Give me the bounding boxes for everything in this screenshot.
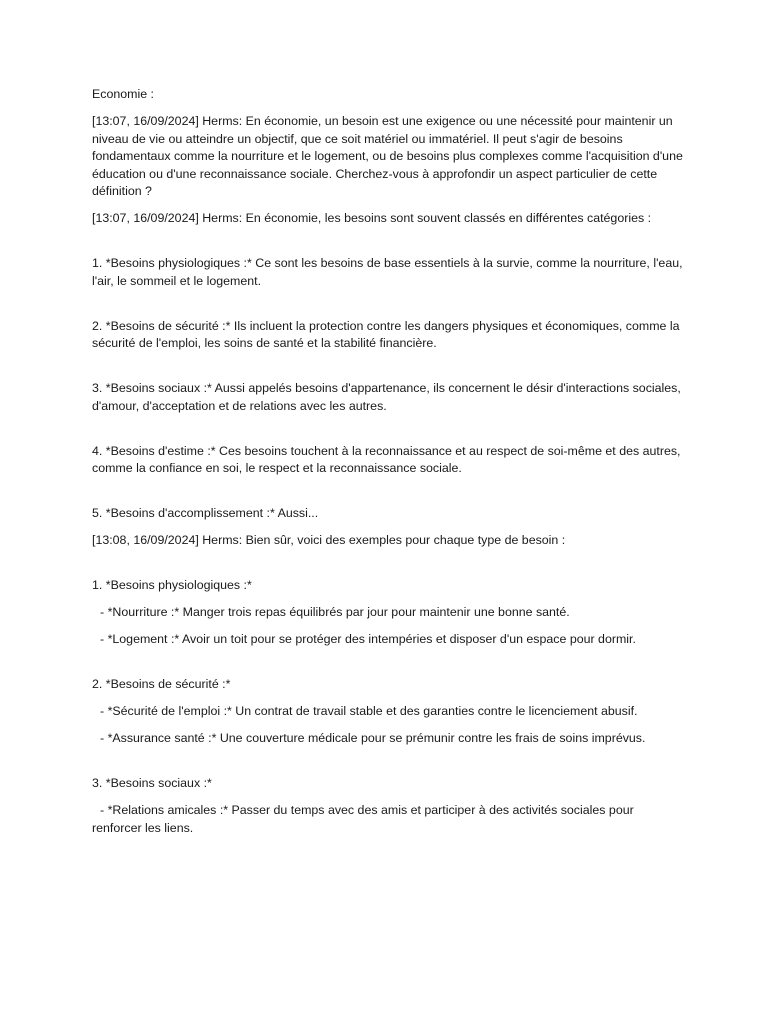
message-paragraph: [13:07, 16/09/2024] Herms: En économie, les besoins sont souvent classés en différentes catégories : <box>92 211 652 225</box>
document-page <box>92 86 684 847</box>
list-item: 3. *Besoins sociaux :* <box>92 776 212 790</box>
blank-line <box>92 362 684 380</box>
list-item: 4. *Besoins d'estime :* Ces besoins touchent à la reconnaissance et au respect de soi-même et des autres, comme la confiance en soi, le respect et la reconnaissance sociale. <box>92 443 681 475</box>
list-item: 1. *Besoins physiologiques :* Ce sont les besoins de base essentiels à la survie, comme la nourriture, l'eau, l'air, le sommeil et le logement. <box>92 256 683 288</box>
sub-list-item: - *Logement :* Avoir un toit pour se protéger des intempéries et disposer d'un espace pour dormir. <box>100 632 636 646</box>
blank-line <box>92 487 684 505</box>
blank-line <box>92 300 684 318</box>
blank-line <box>92 757 684 775</box>
blank-line <box>92 425 684 443</box>
sub-list-item: - *Sécurité de l'emploi :* Un contrat de travail stable et des garanties contre le licenciement abusif. <box>100 704 638 718</box>
blank-line <box>92 559 684 577</box>
list-item: 1. *Besoins physiologiques :* <box>92 578 252 592</box>
sub-list-item: - *Assurance santé :* Une couverture médicale pour se prémunir contre les frais de soins imprévus. <box>100 731 646 745</box>
list-item: 2. *Besoins de sécurité :* Ils incluent la protection contre les dangers physiques et économiques, comme la sécurité de l'emploi, les soins de santé et la stabilité financière. <box>92 318 680 350</box>
message-paragraph: [13:07, 16/09/2024] Herms: En économie, un besoin est une exigence ou une nécessité pour maintenir un niveau de vie ou atteindre un objectif, que ce soit matériel ou immatériel. Il peut s'agir de besoins fondamentaux comme la nourriture et le logement, ou de besoins plus complexes comme l'acquisition d'une éducation ou d'une reconnaissance sociale. Cherchez-vous à approfondir un aspect particulier de cette définition ? <box>92 114 683 198</box>
list-item: 3. *Besoins sociaux :* Aussi appelés besoins d'appartenance, ils concernent le désir d'interactions sociales, d'amour, d'acceptation et de relations avec les autres. <box>92 381 681 413</box>
sub-list-item: - *Nourriture :* Manger trois repas équilibrés par jour pour maintenir une bonne santé. <box>100 605 570 619</box>
list-item: 2. *Besoins de sécurité :* <box>92 677 231 691</box>
message-paragraph: [13:08, 16/09/2024] Herms: Bien sûr, voici des exemples pour chaque type de besoin : <box>92 533 566 547</box>
sub-list-item <box>92 802 684 837</box>
document-heading: Economie : <box>92 87 154 101</box>
sub-list-item-text: - *Relations amicales :* Passer du temps avec des amis et participer à des activités sociales pour renforcer les liens. <box>92 803 634 835</box>
list-item: 5. *Besoins d'accomplissement :* Aussi... <box>92 506 319 520</box>
blank-line <box>92 658 684 676</box>
blank-line <box>92 237 684 255</box>
